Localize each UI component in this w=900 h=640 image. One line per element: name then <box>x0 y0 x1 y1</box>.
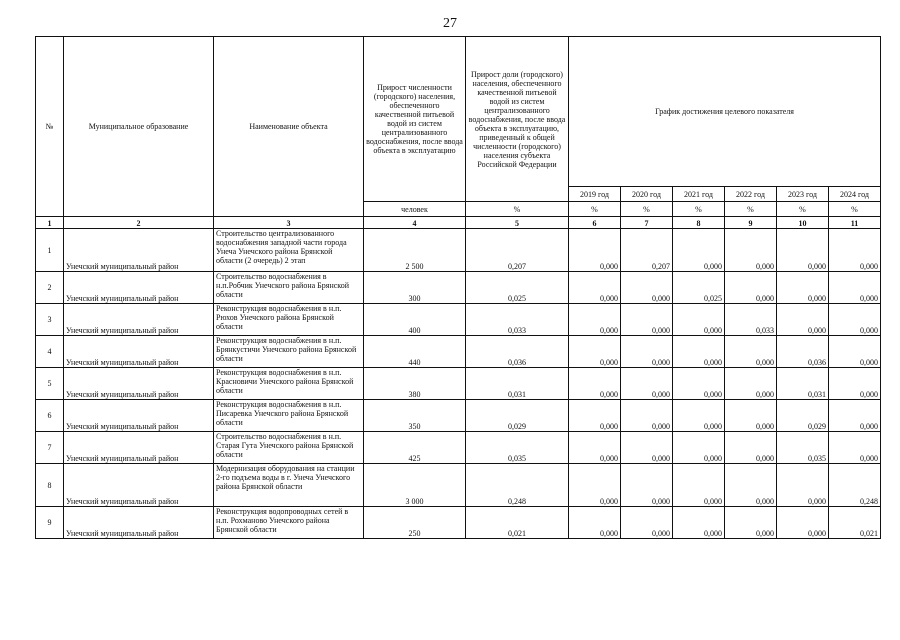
year-2024-value: 0,000 <box>829 368 881 400</box>
municipality-cell: Унечский муниципальный район <box>64 432 214 464</box>
year-2023-value: 0,000 <box>777 464 829 507</box>
table-row <box>36 336 881 368</box>
unit-percent: % <box>725 202 777 217</box>
year-2020-value: 0,000 <box>621 400 673 432</box>
share-growth-cell: 0,036 <box>466 336 569 368</box>
year-2024-value: 0,021 <box>829 507 881 539</box>
share-growth-cell: 0,033 <box>466 304 569 336</box>
year-2024-value: 0,000 <box>829 400 881 432</box>
row-number: 8 <box>36 464 64 507</box>
unit-percent: % <box>829 202 881 217</box>
column-number: 2 <box>64 217 214 229</box>
table-row <box>36 400 881 432</box>
header-year-2022: 2022 год <box>725 187 777 202</box>
year-2022-value: 0,033 <box>725 304 777 336</box>
header-year-2021: 2021 год <box>673 187 725 202</box>
year-2019-value: 0,000 <box>569 368 621 400</box>
table-row <box>36 272 881 304</box>
table-row <box>36 304 881 336</box>
year-2022-value: 0,000 <box>725 368 777 400</box>
row-number: 7 <box>36 432 64 464</box>
municipality-cell: Унечский муниципальный район <box>64 272 214 304</box>
population-growth-cell: 400 <box>364 304 466 336</box>
column-number: 6 <box>569 217 621 229</box>
year-2022-value: 0,000 <box>725 229 777 272</box>
header-schedule: График достижения целевого показателя <box>569 37 881 187</box>
year-2023-value: 0,035 <box>777 432 829 464</box>
population-growth-cell: 250 <box>364 507 466 539</box>
header-municipality: Муниципальное образование <box>64 37 214 217</box>
year-2021-value: 0,000 <box>673 336 725 368</box>
column-number: 5 <box>466 217 569 229</box>
header-no: № <box>36 37 64 217</box>
year-2023-value: 0,036 <box>777 336 829 368</box>
year-2019-value: 0,000 <box>569 304 621 336</box>
year-2020-value: 0,207 <box>621 229 673 272</box>
object-name-cell: Реконструкция водоснабжения в н.п. Красновичи Унечского района Брянской области <box>214 368 364 400</box>
page-number: 27 <box>443 16 457 31</box>
column-number-row <box>36 217 881 229</box>
year-2020-value: 0,000 <box>621 368 673 400</box>
municipality-cell: Унечский муниципальный район <box>64 336 214 368</box>
share-growth-cell: 0,248 <box>466 464 569 507</box>
year-2021-value: 0,000 <box>673 432 725 464</box>
year-2019-value: 0,000 <box>569 272 621 304</box>
unit-percent: % <box>673 202 725 217</box>
year-2021-value: 0,000 <box>673 464 725 507</box>
table-row <box>36 432 881 464</box>
population-growth-cell: 300 <box>364 272 466 304</box>
year-2023-value: 0,000 <box>777 304 829 336</box>
header-growth-people: Прирост численности (городского) населения, обеспеченного качественной питьевой водой из систем централизованного водоснабжения, после ввода объекта в эксплуатацию <box>364 37 466 202</box>
population-growth-cell: 2 500 <box>364 229 466 272</box>
share-growth-cell: 0,029 <box>466 400 569 432</box>
table-row <box>36 229 881 272</box>
year-2024-value: 0,000 <box>829 432 881 464</box>
year-2021-value: 0,000 <box>673 400 725 432</box>
year-2023-value: 0,000 <box>777 507 829 539</box>
unit-percent: % <box>777 202 829 217</box>
column-number: 11 <box>829 217 881 229</box>
year-2019-value: 0,000 <box>569 507 621 539</box>
table-row <box>36 368 881 400</box>
row-number: 9 <box>36 507 64 539</box>
year-2020-value: 0,000 <box>621 336 673 368</box>
year-2021-value: 0,000 <box>673 304 725 336</box>
column-number: 4 <box>364 217 466 229</box>
year-2019-value: 0,000 <box>569 432 621 464</box>
population-growth-cell: 440 <box>364 336 466 368</box>
year-2022-value: 0,000 <box>725 507 777 539</box>
row-number: 6 <box>36 400 64 432</box>
municipality-cell: Унечский муниципальный район <box>64 368 214 400</box>
column-number: 7 <box>621 217 673 229</box>
unit-percent: % <box>621 202 673 217</box>
year-2019-value: 0,000 <box>569 400 621 432</box>
municipality-cell: Унечский муниципальный район <box>64 400 214 432</box>
year-2022-value: 0,000 <box>725 464 777 507</box>
year-2019-value: 0,000 <box>569 229 621 272</box>
year-2022-value: 0,000 <box>725 400 777 432</box>
year-2020-value: 0,000 <box>621 464 673 507</box>
population-growth-cell: 380 <box>364 368 466 400</box>
object-name-cell: Реконструкция водоснабжения в н.п. Писаревка Унечского района Брянской области <box>214 400 364 432</box>
year-2024-value: 0,000 <box>829 336 881 368</box>
column-number: 10 <box>777 217 829 229</box>
header-year-2023: 2023 год <box>777 187 829 202</box>
column-number: 9 <box>725 217 777 229</box>
header-year-2019: 2019 год <box>569 187 621 202</box>
year-2022-value: 0,000 <box>725 432 777 464</box>
year-2024-value: 0,248 <box>829 464 881 507</box>
header-object: Наименование объекта <box>214 37 364 217</box>
row-number: 4 <box>36 336 64 368</box>
row-number: 3 <box>36 304 64 336</box>
year-2024-value: 0,000 <box>829 304 881 336</box>
column-number: 1 <box>36 217 64 229</box>
unit-people: человек <box>364 202 466 217</box>
target-indicator-table <box>35 36 881 539</box>
table-row <box>36 464 881 507</box>
share-growth-cell: 0,031 <box>466 368 569 400</box>
year-2021-value: 0,000 <box>673 368 725 400</box>
year-2023-value: 0,029 <box>777 400 829 432</box>
share-growth-cell: 0,035 <box>466 432 569 464</box>
row-number: 1 <box>36 229 64 272</box>
object-name-cell: Реконструкция водопроводных сетей в н.п. Рохманово Унечского района Брянской области <box>214 507 364 539</box>
year-2020-value: 0,000 <box>621 507 673 539</box>
share-growth-cell: 0,025 <box>466 272 569 304</box>
population-growth-cell: 350 <box>364 400 466 432</box>
year-2022-value: 0,000 <box>725 336 777 368</box>
object-name-cell: Реконструкция водоснабжения в н.п. Рюхов Унечского района Брянской области <box>214 304 364 336</box>
row-number: 2 <box>36 272 64 304</box>
header-growth-share: Прирост доли (городского) населения, обеспеченного качественной питьевой водой из систем централизованного водоснабжения, после ввода объекта в эксплуатацию, приведенный к общей численности (городского) населения субъекта Российской Федерации <box>466 37 569 202</box>
municipality-cell: Унечский муниципальный район <box>64 507 214 539</box>
year-2020-value: 0,000 <box>621 272 673 304</box>
share-growth-cell: 0,207 <box>466 229 569 272</box>
header-row <box>36 37 881 187</box>
table-row <box>36 507 881 539</box>
object-name-cell: Строительство водоснабжения в н.п. Старая Гута Унечского района Брянской области <box>214 432 364 464</box>
object-name-cell: Строительство водоснабжения в н.п.Робчик Унечского района Брянской области <box>214 272 364 304</box>
year-2019-value: 0,000 <box>569 464 621 507</box>
year-2024-value: 0,000 <box>829 229 881 272</box>
population-growth-cell: 3 000 <box>364 464 466 507</box>
unit-percent: % <box>466 202 569 217</box>
year-2023-value: 0,000 <box>777 272 829 304</box>
municipality-cell: Унечский муниципальный район <box>64 464 214 507</box>
year-2021-value: 0,000 <box>673 507 725 539</box>
share-growth-cell: 0,021 <box>466 507 569 539</box>
municipality-cell: Унечский муниципальный район <box>64 304 214 336</box>
object-name-cell: Модернизация оборудования на станции 2-го подъема воды в г. Унеча Унечского района Брянской области <box>214 464 364 507</box>
row-number: 5 <box>36 368 64 400</box>
year-2024-value: 0,000 <box>829 272 881 304</box>
column-number: 8 <box>673 217 725 229</box>
unit-percent: % <box>569 202 621 217</box>
object-name-cell: Реконструкция водоснабжения в н.п. Брянкустичи Унечского района Брянской области <box>214 336 364 368</box>
year-2022-value: 0,000 <box>725 272 777 304</box>
year-2021-value: 0,000 <box>673 229 725 272</box>
year-2019-value: 0,000 <box>569 336 621 368</box>
object-name-cell: Строительство централизованного водоснабжения западной части города Унеча Унечского района Брянской области (2 очередь) 2 этап <box>214 229 364 272</box>
column-number: 3 <box>214 217 364 229</box>
header-year-2024: 2024 год <box>829 187 881 202</box>
year-2023-value: 0,031 <box>777 368 829 400</box>
year-2021-value: 0,025 <box>673 272 725 304</box>
header-year-2020: 2020 год <box>621 187 673 202</box>
municipality-cell: Унечский муниципальный район <box>64 229 214 272</box>
year-2020-value: 0,000 <box>621 432 673 464</box>
population-growth-cell: 425 <box>364 432 466 464</box>
year-2023-value: 0,000 <box>777 229 829 272</box>
year-2020-value: 0,000 <box>621 304 673 336</box>
